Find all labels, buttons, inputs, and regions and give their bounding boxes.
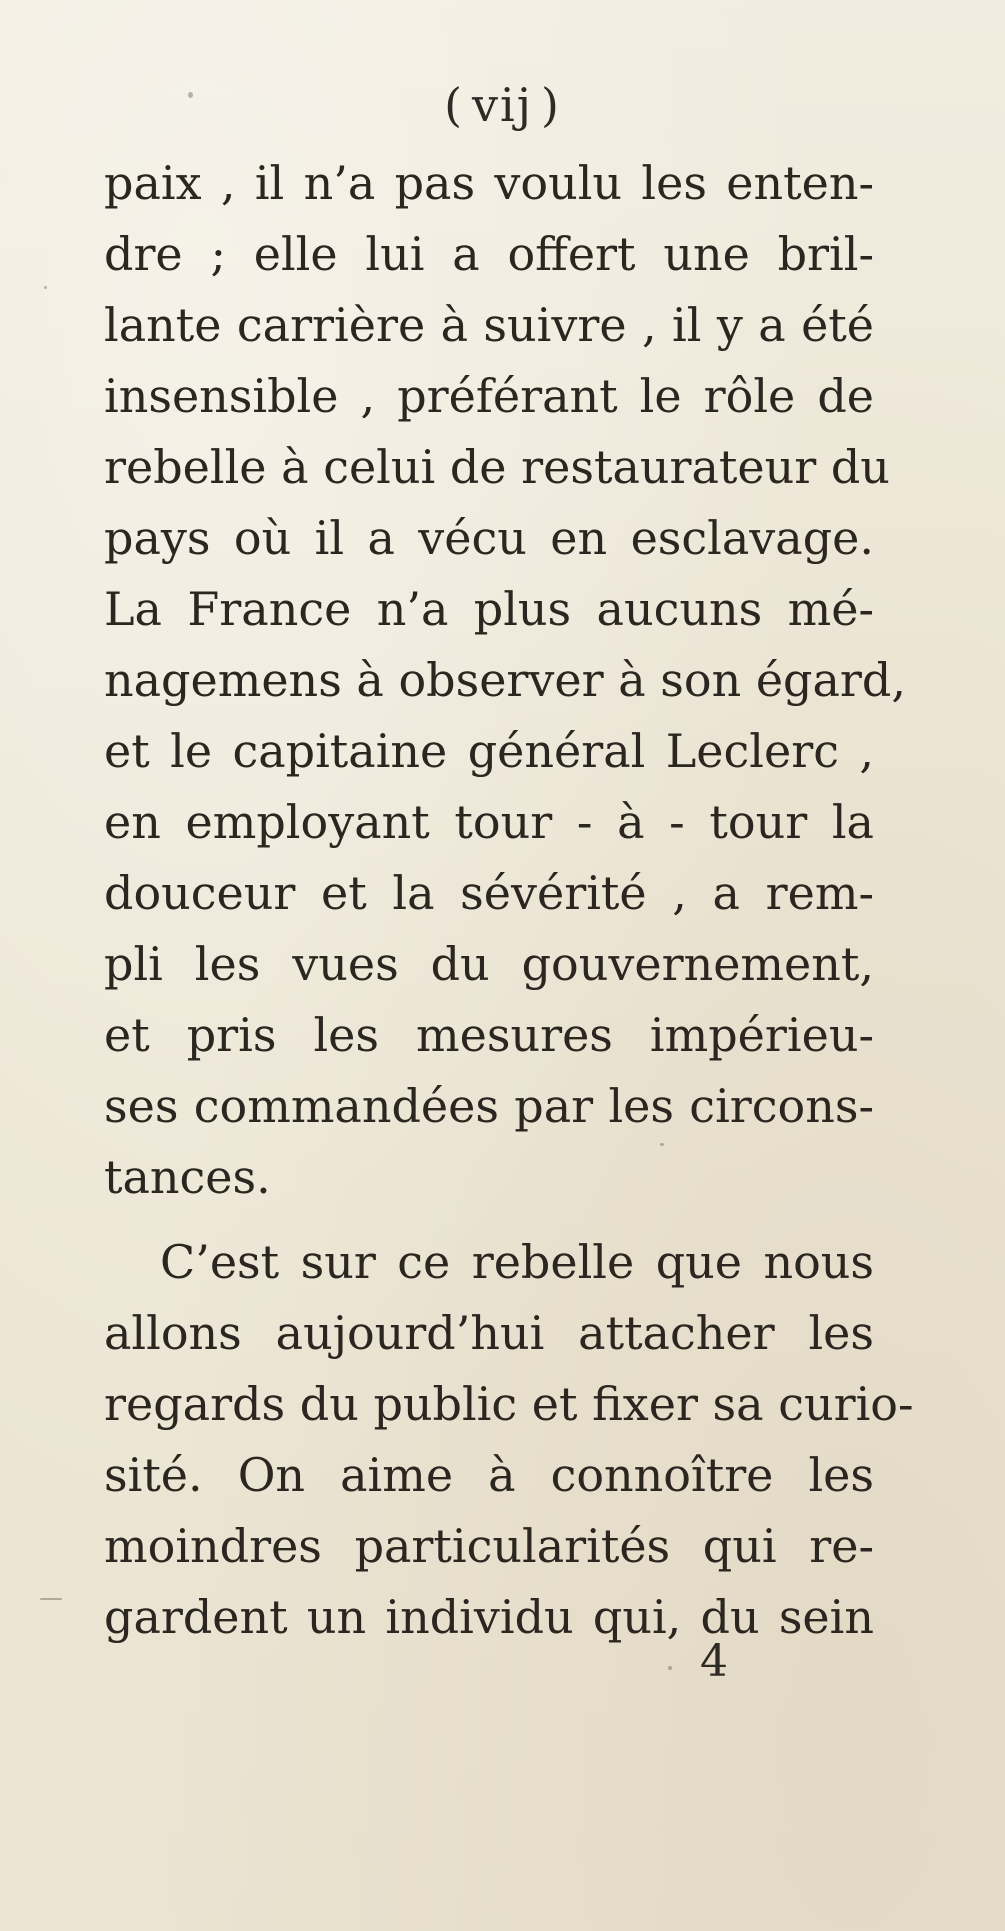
folio-open-paren: ( xyxy=(444,78,465,132)
paper-speck xyxy=(40,1598,62,1600)
text-line: douceur et la sévérité , a rem- xyxy=(104,866,874,920)
text-line: tances. xyxy=(104,1150,271,1204)
text-line: C’est sur ce rebelle que nous xyxy=(160,1235,874,1289)
text-line: La France n’a plus aucuns mé- xyxy=(104,582,874,636)
folio-close-paren: ) xyxy=(540,78,561,132)
signature-mark: 4 xyxy=(700,1636,728,1687)
text-line: paix , il n’a pas voulu les enten- xyxy=(104,156,874,210)
body-text xyxy=(104,148,914,1653)
text-line: en employant tour - à - tour la xyxy=(104,795,874,849)
text-line: gardent un individu qui, du sein xyxy=(104,1590,874,1644)
text-line: nagemens à observer à son égard, xyxy=(104,653,906,707)
paper-speck xyxy=(660,1143,664,1146)
text-line: rebelle à celui de restaurateur du xyxy=(104,440,890,494)
paper-speck xyxy=(188,92,193,98)
text-line: moindres particularités qui re- xyxy=(104,1519,874,1573)
text-line: sité. On aime à connoître les xyxy=(104,1448,874,1502)
text-line: pli les vues du gouvernement, xyxy=(104,937,874,991)
text-line: regards du public et fixer sa curio- xyxy=(104,1377,914,1431)
text-line: et pris les mesures impérieu- xyxy=(104,1008,874,1062)
text-line: pays où il a vécu en esclavage. xyxy=(104,511,874,565)
text-line: ses commandées par les circons- xyxy=(104,1079,874,1133)
folio-roman-numeral: vij xyxy=(472,78,533,132)
text-line: et le capitaine général Leclerc , xyxy=(104,724,874,778)
page-number xyxy=(0,78,1005,132)
text-line: dre ; elle lui a offert une bril- xyxy=(104,227,874,281)
text-line: allons aujourd’hui attacher les xyxy=(104,1306,874,1360)
paper-speck xyxy=(668,1666,672,1670)
paragraph-gap xyxy=(104,1213,874,1227)
text-line: insensible , préférant le rôle de xyxy=(104,369,874,423)
text-line: lante carrière à suivre , il y a été xyxy=(104,298,874,352)
paper-speck xyxy=(44,286,47,289)
